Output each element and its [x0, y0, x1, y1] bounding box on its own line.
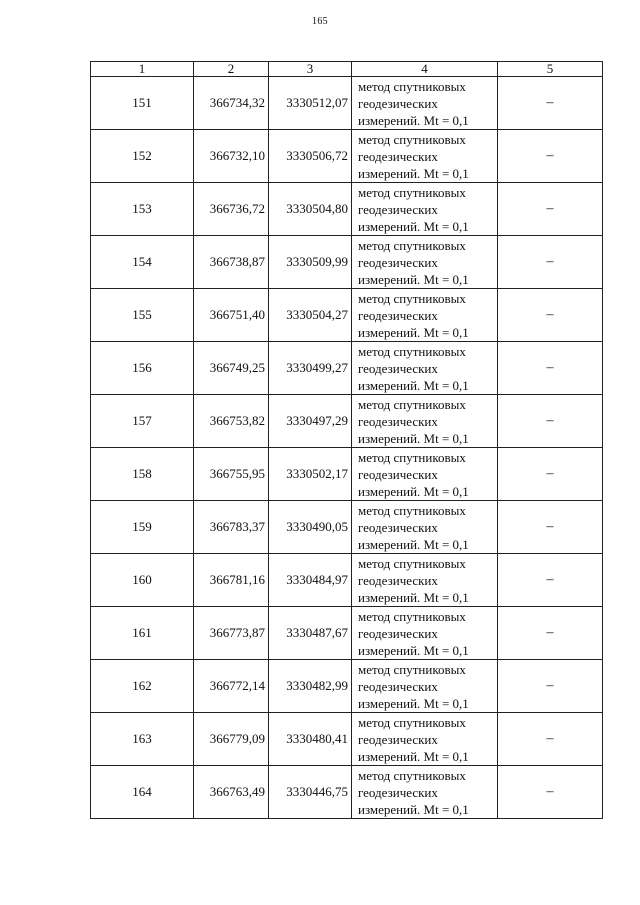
method-line: геодезических: [358, 95, 438, 111]
column-5-cell: –: [498, 342, 603, 395]
table-row: [91, 77, 603, 130]
y-coordinate-cell: 3330480,41: [269, 713, 352, 766]
method-line: геодезических: [358, 625, 438, 641]
table-row: [91, 766, 603, 819]
point-number-cell: 154: [91, 236, 194, 289]
y-coordinate-cell: 3330484,97: [269, 554, 352, 607]
method-line: метод спутниковых: [358, 290, 466, 306]
y-coordinate-cell: 3330499,27: [269, 342, 352, 395]
y-coordinate-cell: 3330482,99: [269, 660, 352, 713]
y-coordinate-cell: 3330487,67: [269, 607, 352, 660]
x-coordinate-cell: 366751,40: [194, 289, 269, 342]
point-number-cell: 153: [91, 183, 194, 236]
column-5-cell: –: [498, 607, 603, 660]
column-5-cell: –: [498, 554, 603, 607]
method-line: измерений. Mt = 0,1: [358, 801, 469, 817]
x-coordinate-cell: 366781,16: [194, 554, 269, 607]
header-col-2: 2: [194, 62, 269, 77]
column-5-cell: –: [498, 660, 603, 713]
method-line: измерений. Mt = 0,1: [358, 536, 469, 552]
method-line: метод спутниковых: [358, 343, 466, 359]
method-cell: [352, 342, 498, 395]
method-line: метод спутниковых: [358, 767, 466, 783]
x-coordinate-cell: 366753,82: [194, 395, 269, 448]
column-5-cell: –: [498, 501, 603, 554]
column-5-cell: –: [498, 448, 603, 501]
x-coordinate-cell: 366738,87: [194, 236, 269, 289]
method-line: геодезических: [358, 572, 438, 588]
header-col-3: 3: [269, 62, 352, 77]
table-row: [91, 607, 603, 660]
table-row: [91, 342, 603, 395]
column-5-cell: –: [498, 130, 603, 183]
y-coordinate-cell: 3330504,80: [269, 183, 352, 236]
table-row: [91, 183, 603, 236]
point-number-cell: 159: [91, 501, 194, 554]
method-cell: [352, 607, 498, 660]
method-cell: [352, 448, 498, 501]
method-cell: [352, 236, 498, 289]
column-5-cell: –: [498, 713, 603, 766]
point-number-cell: 161: [91, 607, 194, 660]
table-row: [91, 130, 603, 183]
method-line: измерений. Mt = 0,1: [358, 165, 469, 181]
method-cell: [352, 395, 498, 448]
method-cell: [352, 77, 498, 130]
column-5-cell: –: [498, 395, 603, 448]
header-col-1: 1: [91, 62, 194, 77]
table-row: [91, 448, 603, 501]
x-coordinate-cell: 366783,37: [194, 501, 269, 554]
table-row: [91, 713, 603, 766]
method-cell: [352, 766, 498, 819]
point-number-cell: 162: [91, 660, 194, 713]
method-line: метод спутниковых: [358, 184, 466, 200]
method-line: измерений. Mt = 0,1: [358, 112, 469, 128]
x-coordinate-cell: 366755,95: [194, 448, 269, 501]
method-line: метод спутниковых: [358, 714, 466, 730]
point-number-cell: 163: [91, 713, 194, 766]
y-coordinate-cell: 3330512,07: [269, 77, 352, 130]
y-coordinate-cell: 3330509,99: [269, 236, 352, 289]
header-col-5: 5: [498, 62, 603, 77]
table-row: [91, 289, 603, 342]
column-5-cell: –: [498, 77, 603, 130]
table-header: [91, 62, 603, 77]
column-5-cell: –: [498, 766, 603, 819]
y-coordinate-cell: 3330504,27: [269, 289, 352, 342]
method-line: метод спутниковых: [358, 608, 466, 624]
method-line: метод спутниковых: [358, 502, 466, 518]
x-coordinate-cell: 366763,49: [194, 766, 269, 819]
method-line: метод спутниковых: [358, 396, 466, 412]
method-line: геодезических: [358, 307, 438, 323]
method-cell: [352, 289, 498, 342]
method-line: измерений. Mt = 0,1: [358, 483, 469, 499]
method-line: измерений. Mt = 0,1: [358, 324, 469, 340]
page-number: 165: [312, 16, 328, 27]
table-row: [91, 501, 603, 554]
method-line: метод спутниковых: [358, 661, 466, 677]
method-line: геодезических: [358, 201, 438, 217]
header-col-4: 4: [352, 62, 498, 77]
y-coordinate-cell: 3330490,05: [269, 501, 352, 554]
method-line: метод спутниковых: [358, 78, 466, 94]
method-cell: [352, 713, 498, 766]
method-line: геодезических: [358, 360, 438, 376]
header-row: [91, 62, 603, 77]
method-line: измерений. Mt = 0,1: [358, 271, 469, 287]
method-cell: [352, 501, 498, 554]
method-line: геодезических: [358, 466, 438, 482]
method-line: метод спутниковых: [358, 555, 466, 571]
table-row: [91, 660, 603, 713]
method-line: измерений. Mt = 0,1: [358, 589, 469, 605]
method-line: метод спутниковых: [358, 131, 466, 147]
method-line: измерений. Mt = 0,1: [358, 430, 469, 446]
method-line: метод спутниковых: [358, 237, 466, 253]
method-line: метод спутниковых: [358, 449, 466, 465]
method-line: геодезических: [358, 254, 438, 270]
method-line: геодезических: [358, 784, 438, 800]
x-coordinate-cell: 366779,09: [194, 713, 269, 766]
method-line: измерений. Mt = 0,1: [358, 218, 469, 234]
method-line: измерений. Mt = 0,1: [358, 377, 469, 393]
point-number-cell: 152: [91, 130, 194, 183]
coordinates-table: [90, 61, 603, 819]
x-coordinate-cell: 366736,72: [194, 183, 269, 236]
method-line: геодезических: [358, 413, 438, 429]
point-number-cell: 158: [91, 448, 194, 501]
method-cell: [352, 554, 498, 607]
method-cell: [352, 660, 498, 713]
method-cell: [352, 130, 498, 183]
y-coordinate-cell: 3330506,72: [269, 130, 352, 183]
method-cell: [352, 183, 498, 236]
x-coordinate-cell: 366773,87: [194, 607, 269, 660]
x-coordinate-cell: 366772,14: [194, 660, 269, 713]
table-row: [91, 395, 603, 448]
column-5-cell: –: [498, 183, 603, 236]
method-line: геодезических: [358, 731, 438, 747]
method-line: измерений. Mt = 0,1: [358, 695, 469, 711]
point-number-cell: 160: [91, 554, 194, 607]
y-coordinate-cell: 3330446,75: [269, 766, 352, 819]
table-body: [91, 77, 603, 819]
method-line: геодезических: [358, 678, 438, 694]
table-row: [91, 554, 603, 607]
method-line: измерений. Mt = 0,1: [358, 642, 469, 658]
x-coordinate-cell: 366734,32: [194, 77, 269, 130]
point-number-cell: 155: [91, 289, 194, 342]
table-row: [91, 236, 603, 289]
point-number-cell: 164: [91, 766, 194, 819]
column-5-cell: –: [498, 289, 603, 342]
column-5-cell: –: [498, 236, 603, 289]
y-coordinate-cell: 3330497,29: [269, 395, 352, 448]
method-line: геодезических: [358, 148, 438, 164]
method-line: геодезических: [358, 519, 438, 535]
point-number-cell: 157: [91, 395, 194, 448]
x-coordinate-cell: 366732,10: [194, 130, 269, 183]
y-coordinate-cell: 3330502,17: [269, 448, 352, 501]
method-line: измерений. Mt = 0,1: [358, 748, 469, 764]
point-number-cell: 151: [91, 77, 194, 130]
x-coordinate-cell: 366749,25: [194, 342, 269, 395]
point-number-cell: 156: [91, 342, 194, 395]
